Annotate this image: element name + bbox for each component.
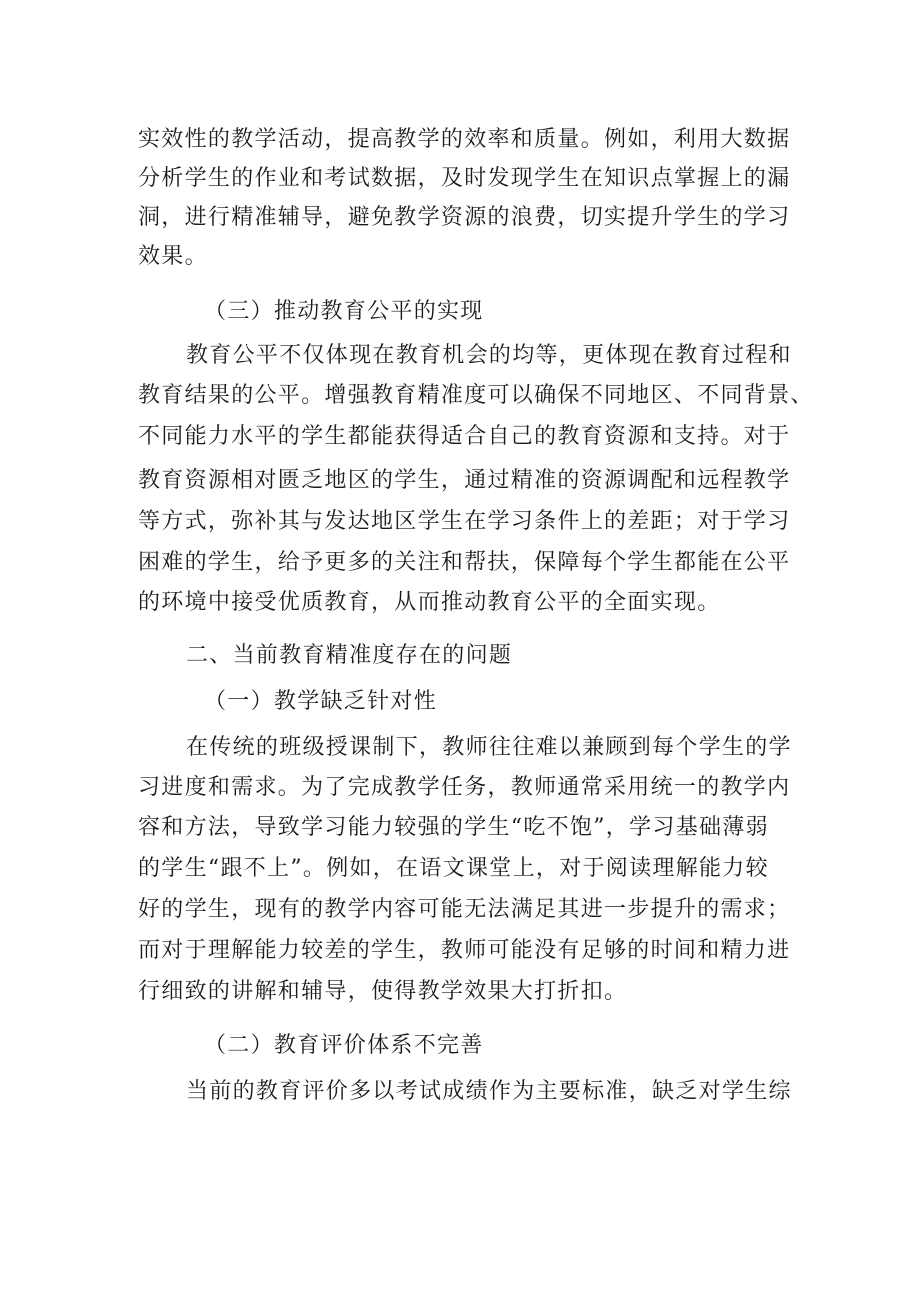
body-line: 教育结果的公平。增强教育精准度可以确保不同地区、不同背景、 — [138, 383, 814, 408]
body-line: 不同能力水平的学生都能获得适合自己的教育资源和支持。对于 — [138, 424, 791, 449]
body-line: 实效性的教学活动，提高教学的效率和质量。例如，利用大数据 — [138, 127, 791, 152]
body-line: 而对于理解能力较差的学生，教师可能没有足够的时间和精力进 — [138, 938, 791, 963]
body-line: 的学生“跟不上”。例如，在语文课堂上，对于阅读理解能力较 — [138, 856, 769, 881]
body-line: 分析学生的作业和考试数据，及时发现学生在知识点掌握上的漏 — [138, 166, 791, 191]
body-line: 的环境中接受优质教育，从而推动教育公平的全面实现。 — [138, 590, 721, 615]
section-heading-3: （三）推动教育公平的实现 — [204, 299, 484, 324]
body-line: 等方式，弥补其与发达地区学生在学习条件上的差距；对于学习 — [138, 509, 791, 534]
body-line: 好的学生，现有的教学内容可能无法满足其进一步提升的需求； — [138, 897, 791, 922]
body-line: 洞，进行精准辅导，避免教学资源的浪费，切实提升学生的学习 — [138, 205, 791, 230]
section-heading-1: （一）教学缺乏针对性 — [204, 689, 438, 714]
chapter-heading-2: 二、当前教育精准度存在的问题 — [186, 643, 513, 668]
body-line: 教育公平不仅体现在教育机会的均等，更体现在教育过程和 — [186, 343, 792, 368]
body-line: 行细致的讲解和辅导，使得教学效果大打折扣。 — [138, 979, 628, 1004]
body-line: 在传统的班级授课制下，教师往往难以兼顾到每个学生的学 — [186, 735, 792, 760]
section-heading-2: （二）教育评价体系不完善 — [204, 1033, 484, 1058]
body-line: 习进度和需求。为了完成教学任务，教师通常采用统一的教学内 — [138, 775, 791, 800]
body-line: 困难的学生，给予更多的关注和帮扶，保障每个学生都能在公平 — [138, 550, 791, 575]
body-line: 当前的教育评价多以考试成绩作为主要标准，缺乏对学生综 — [186, 1079, 792, 1104]
body-line: 容和方法，导致学习能力较强的学生“吃不饱”，学习基础薄弱 — [138, 815, 769, 840]
body-line: 教育资源相对匮乏地区的学生，通过精准的资源调配和远程教学 — [138, 468, 791, 493]
body-line: 效果。 — [138, 244, 208, 269]
